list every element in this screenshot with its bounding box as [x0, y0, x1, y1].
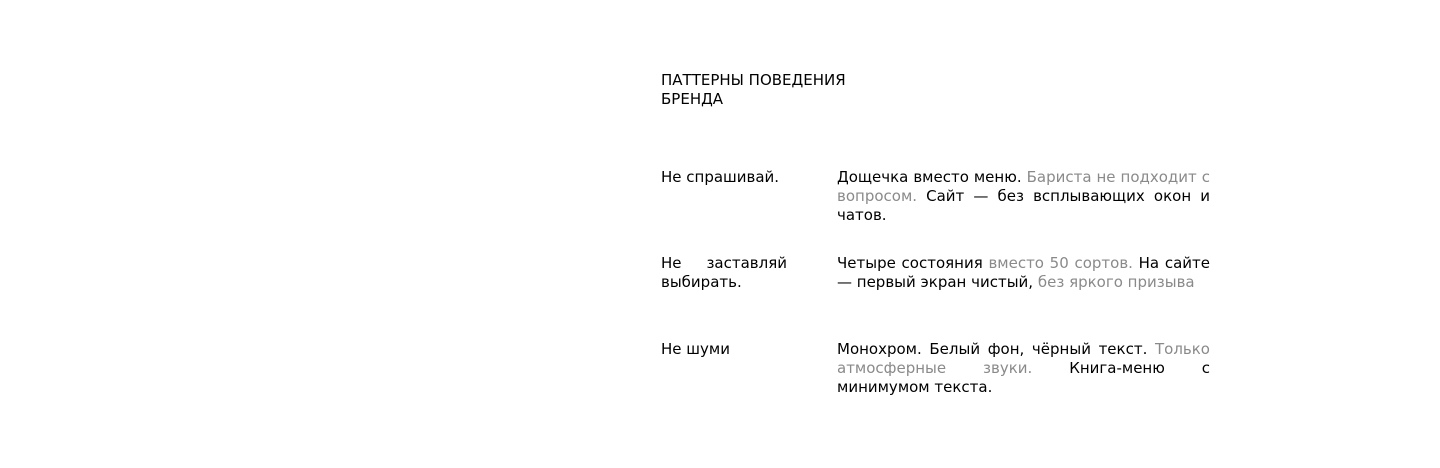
- principle-description: [837, 340, 1210, 397]
- principle-description: [837, 168, 1210, 225]
- principle-description: [837, 254, 1210, 292]
- desc-segment-muted: вместо 50 сортов.: [988, 254, 1139, 272]
- principle-name: Не спрашивай.: [661, 168, 780, 186]
- principle-name: Не шуми: [661, 340, 730, 358]
- page-title-line-2: БРЕНДА: [661, 90, 724, 108]
- page-title: [661, 71, 921, 109]
- page-title-line-1: ПАТТЕРНЫ ПОВЕДЕНИЯ: [661, 71, 846, 89]
- desc-segment: Четыре состояния: [837, 254, 989, 272]
- desc-segment-muted: Только атмосферные звуки.: [837, 340, 1210, 377]
- principle-name: Не заставляй выбирать.: [661, 254, 787, 291]
- desc-segment: Дощечка вместо меню.: [837, 168, 1027, 186]
- desc-segment: Книга-меню с минимумом текста.: [837, 359, 1210, 396]
- desc-segment: Сайт — без всплывающих окон и чатов.: [837, 187, 1210, 224]
- desc-segment-muted: без яркого призыва: [1037, 273, 1195, 291]
- desc-segment-muted: Бариста не подходит с вопросом.: [837, 168, 1210, 205]
- desc-segment: На сайте — первый экран чистый,: [837, 254, 1210, 291]
- desc-segment: Монохром. Белый фон, чёрный текст.: [837, 340, 1155, 358]
